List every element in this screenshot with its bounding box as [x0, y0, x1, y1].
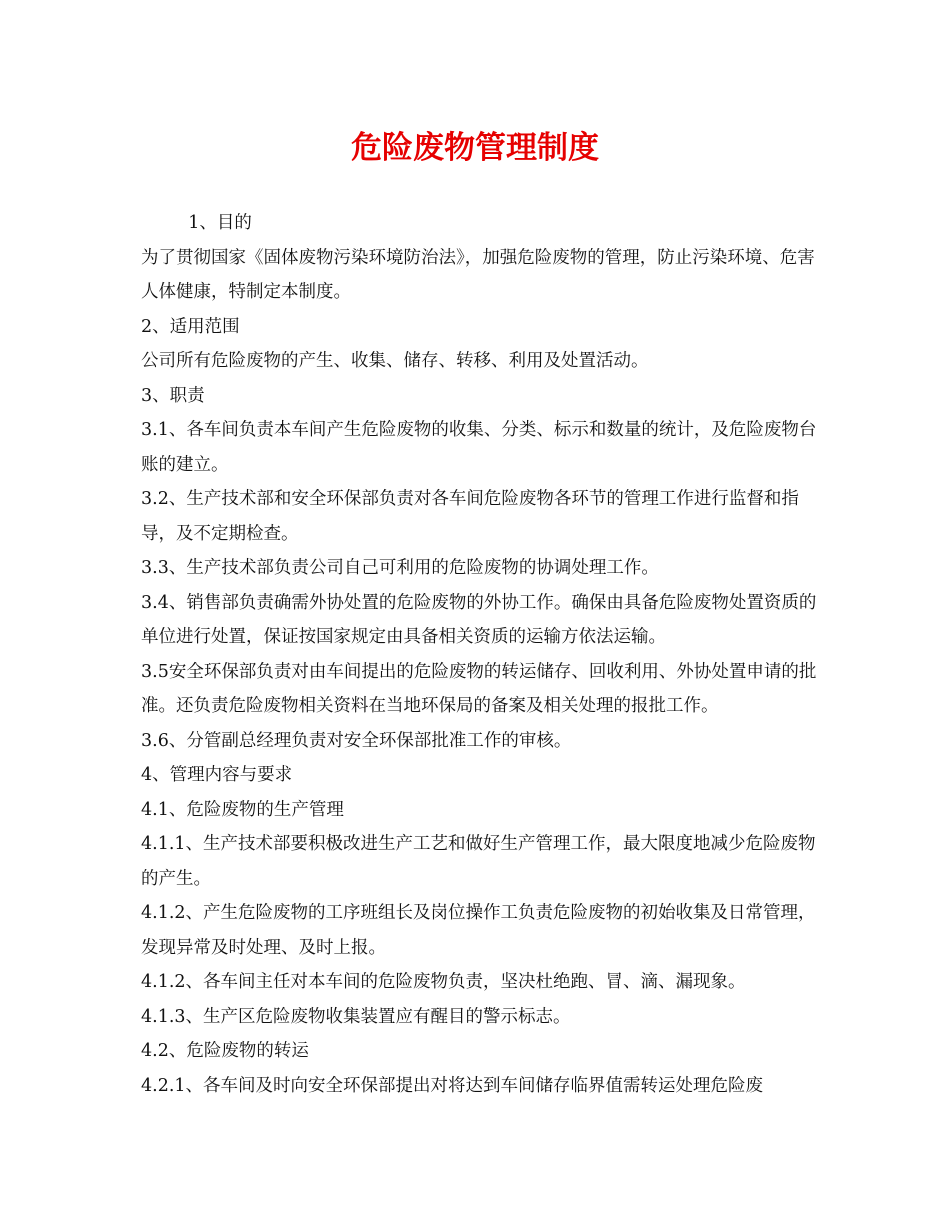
- paragraph-purpose: 为了贯彻国家《固体废物污染环境防治法》，加强危险废物的管理，防止污染环境、危害人体健康，特制定本制度。: [141, 247, 815, 302]
- paragraph-4-1-2-b: 4.1.2、各车间主任对本车间的危险废物负责，坚决杜绝跑、冒、滴、漏现象。: [141, 972, 746, 992]
- paragraph-scope: 公司所有危险废物的产生、收集、储存、转移、利用及处置活动。: [141, 351, 649, 371]
- section-heading-responsibilities: 3、职责: [141, 385, 205, 406]
- paragraph-4-2-1: 4.2.1、各车间及时向安全环保部提出对将达到车间储存临界值需转运处理危险废: [141, 1075, 764, 1096]
- section-heading-management: 4、管理内容与要求: [141, 765, 293, 785]
- section-heading-purpose: 1、目的: [188, 213, 252, 233]
- paragraph-4-1-1: 4.1.1、生产技术部要积极改进生产工艺和做好生产管理工作，最大限度地减少危险废物的产生。: [141, 834, 816, 889]
- paragraph-3-2: 3.2、生产技术部和安全环保部负责对各车间危险废物各环节的管理工作进行监督和指导，及不定期检查。: [141, 489, 799, 544]
- paragraph-3-5: 3.5安全环保部负责对由车间提出的危险废物的转运储存、回收利用、外协处置申请的批准。还负责危险废物相关资料在当地环保局的备案及相关处理的报批工作。: [141, 661, 817, 716]
- paragraph-3-1: 3.1、各车间负责本车间产生危险废物的收集、分类、标示和数量的统计，及危险废物台账的建立。: [141, 420, 817, 475]
- subsection-heading-4-1: 4.1、危险废物的生产管理: [141, 799, 344, 820]
- paragraph-3-3: 3.3、生产技术部负责公司自己可利用的危险废物的协调处理工作。: [141, 558, 659, 578]
- document-body: [141, 206, 821, 1103]
- paragraph-4-1-3: 4.1.3、生产区危险废物收集装置应有醒目的警示标志。: [141, 1006, 571, 1027]
- section-heading-scope: 2、适用范围: [141, 316, 240, 337]
- paragraph-3-6: 3.6、分管副总经理负责对安全环保部批准工作的审核。: [141, 730, 572, 751]
- document-title: 危险废物管理制度: [351, 130, 599, 166]
- paragraph-3-4: 3.4、销售部负责确需外协处置的危险废物的外协工作。确保由具备危险废物处置资质的单位进行处置，保证按国家规定由具备相关资质的运输方依法运输。: [141, 592, 817, 647]
- subsection-heading-4-2: 4.2、危险废物的转运: [141, 1041, 309, 1061]
- paragraph-4-1-2-a: 4.1.2、产生危险废物的工序班组长及岗位操作工负责危险废物的初始收集及日常管理，发现异常及时处理、及时上报。: [141, 903, 816, 958]
